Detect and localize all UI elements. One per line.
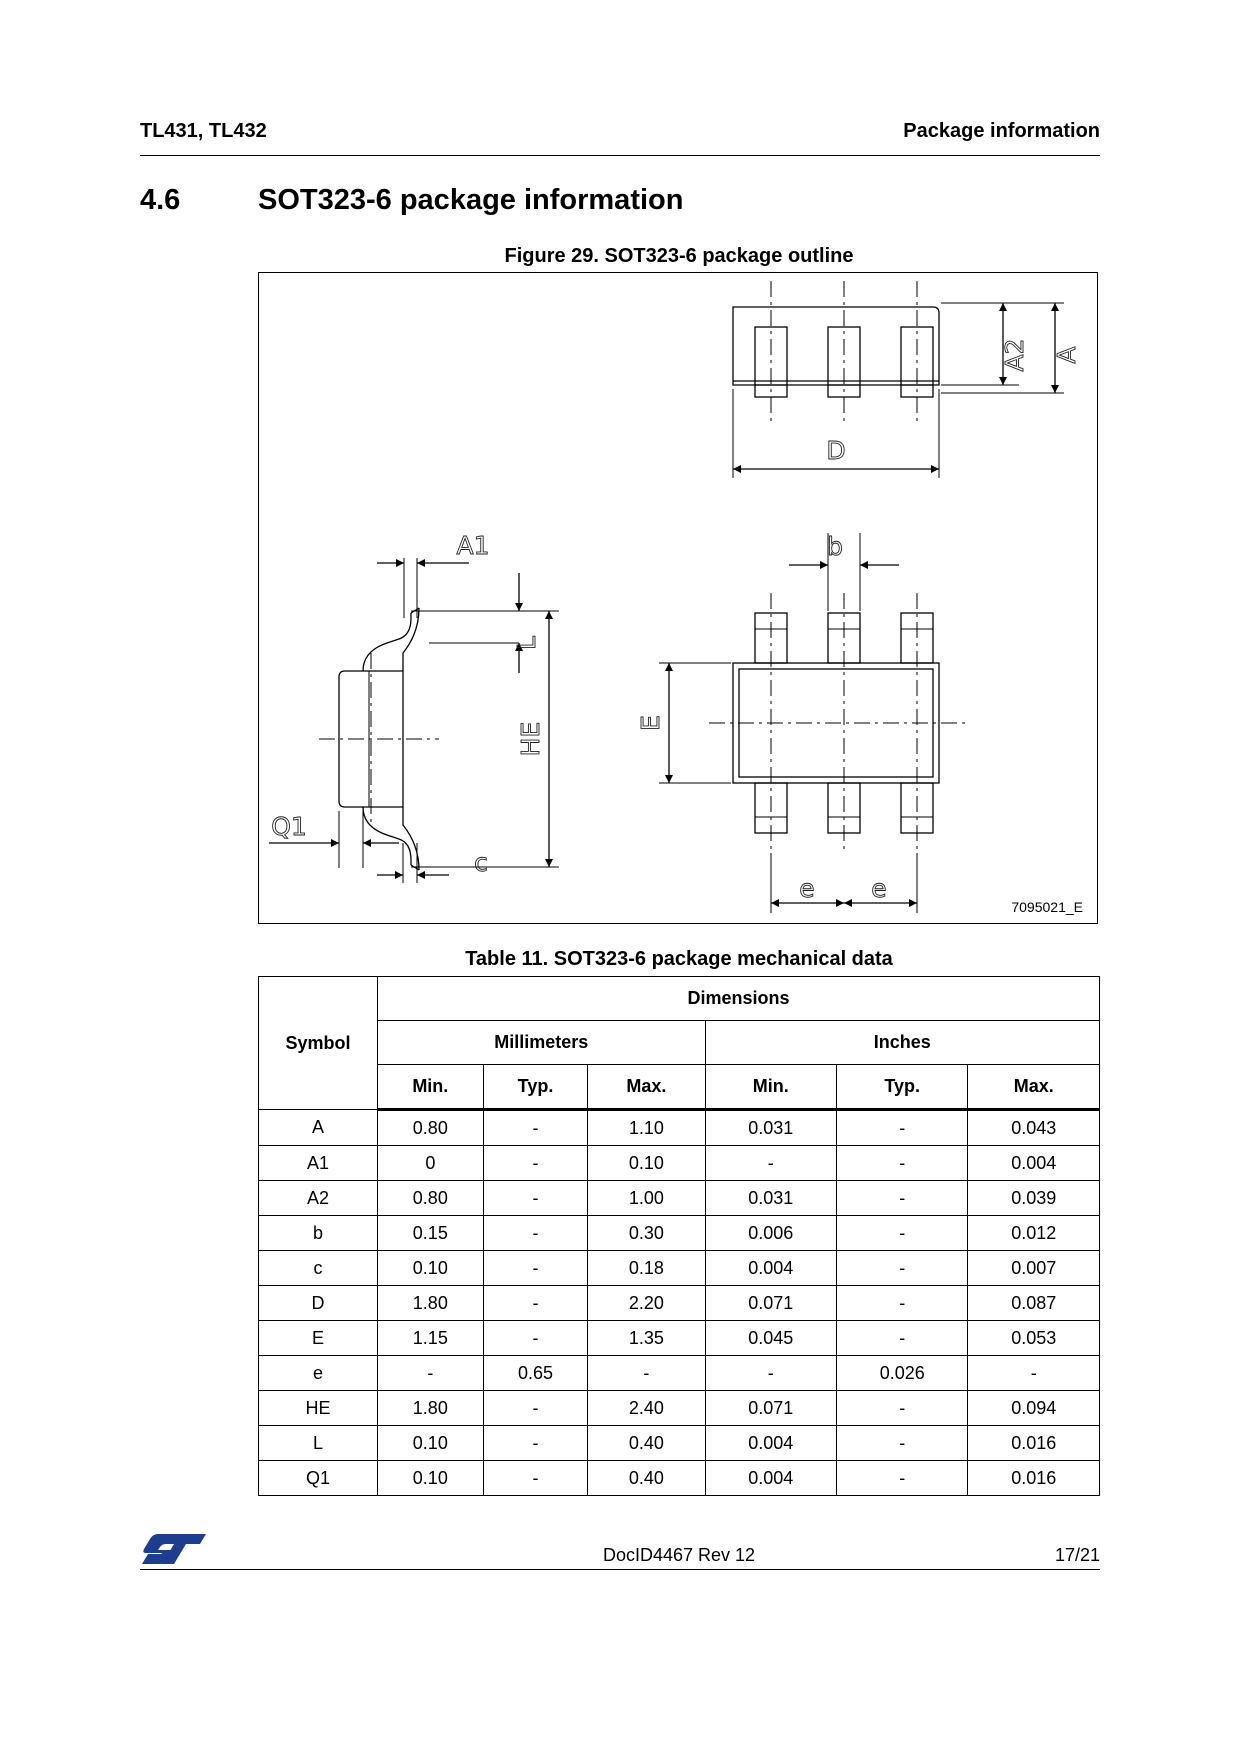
value-cell: -	[588, 1356, 705, 1391]
value-cell: -	[836, 1216, 967, 1251]
table-row	[259, 1110, 1100, 1146]
symbol-cell: e	[259, 1356, 378, 1391]
value-cell: 0.30	[588, 1216, 705, 1251]
table-row	[259, 1216, 1100, 1251]
value-cell: 0.004	[705, 1251, 836, 1286]
symbol-cell: c	[259, 1251, 378, 1286]
value-cell: -	[968, 1356, 1100, 1391]
value-cell: 0.007	[968, 1251, 1100, 1286]
value-cell: -	[836, 1146, 967, 1181]
value-cell: 1.35	[588, 1321, 705, 1356]
value-cell: 0.80	[378, 1181, 484, 1216]
package-outline-drawing	[259, 273, 1099, 925]
symbol-cell: D	[259, 1286, 378, 1321]
value-cell: -	[483, 1286, 588, 1321]
section-number: 4.6	[140, 184, 181, 216]
value-cell: 0.004	[705, 1426, 836, 1461]
value-cell: -	[836, 1321, 967, 1356]
symbol-cell: Q1	[259, 1461, 378, 1496]
value-cell: 1.10	[588, 1110, 705, 1146]
figure-id: 7095021_E	[1011, 899, 1083, 915]
value-cell: 1.15	[378, 1321, 484, 1356]
dim-label-L: L	[512, 636, 541, 650]
value-cell: -	[836, 1110, 967, 1146]
dim-label-HE: HE	[516, 721, 545, 757]
value-cell: 0.026	[836, 1356, 967, 1391]
value-cell: 0.004	[705, 1461, 836, 1496]
value-cell: 0.071	[705, 1391, 836, 1426]
table-row	[259, 1146, 1100, 1181]
value-cell: 0.016	[968, 1426, 1100, 1461]
value-cell: 0.65	[483, 1356, 588, 1391]
col-header-millimeters: Millimeters	[378, 1021, 706, 1065]
header-section-title: Package information	[903, 120, 1100, 142]
value-cell: 0.031	[705, 1110, 836, 1146]
value-cell: 0.016	[968, 1461, 1100, 1496]
value-cell: -	[705, 1356, 836, 1391]
dim-label-D: D	[826, 436, 846, 465]
value-cell: -	[483, 1321, 588, 1356]
mechanical-data-table	[258, 976, 1100, 1496]
value-cell: -	[836, 1251, 967, 1286]
value-cell: 0.031	[705, 1181, 836, 1216]
value-cell: 0.053	[968, 1321, 1100, 1356]
value-cell: 0.004	[968, 1146, 1100, 1181]
st-logo	[140, 1532, 208, 1566]
header-rule	[140, 155, 1100, 156]
value-cell: -	[836, 1286, 967, 1321]
value-cell: 0.10	[588, 1146, 705, 1181]
value-cell: 0.087	[968, 1286, 1100, 1321]
dim-label-e-left: e	[799, 874, 815, 903]
st-logo-mark	[142, 1534, 206, 1564]
value-cell: 0.039	[968, 1181, 1100, 1216]
dim-label-e-right: e	[871, 874, 887, 903]
dim-label-b: b	[827, 532, 843, 561]
value-cell: 0.045	[705, 1321, 836, 1356]
value-cell: -	[483, 1426, 588, 1461]
table-row	[259, 1391, 1100, 1426]
value-cell: -	[483, 1181, 588, 1216]
value-cell: 0.071	[705, 1286, 836, 1321]
figure-caption: Figure 29. SOT323-6 package outline	[504, 245, 854, 267]
symbol-cell: HE	[259, 1391, 378, 1426]
value-cell: 1.80	[378, 1286, 484, 1321]
col-header-symbol: Symbol	[259, 977, 378, 1110]
table-row	[259, 1181, 1100, 1216]
col-header-dimensions: Dimensions	[378, 977, 1100, 1021]
section-title: SOT323-6 package information	[258, 184, 684, 216]
table-row	[259, 1321, 1100, 1356]
symbol-cell: A1	[259, 1146, 378, 1181]
table-caption: Table 11. SOT323-6 package mechanical data	[465, 948, 893, 970]
footer-page-number: 17/21	[1054, 1545, 1100, 1565]
header-doc-title: TL431, TL432	[140, 120, 267, 142]
value-cell: 0.094	[968, 1391, 1100, 1426]
dim-label-E: E	[636, 715, 665, 731]
value-cell: -	[705, 1146, 836, 1181]
value-cell: 0.40	[588, 1461, 705, 1496]
col-header-in-min: Min.	[705, 1065, 836, 1110]
value-cell: 0	[378, 1146, 484, 1181]
col-header-in-max: Max.	[968, 1065, 1100, 1110]
dim-label-A: A	[1052, 346, 1081, 364]
table-row	[259, 1426, 1100, 1461]
value-cell: 0.80	[378, 1110, 484, 1146]
value-cell: -	[378, 1356, 484, 1391]
dim-label-c: c	[474, 848, 488, 877]
value-cell: -	[836, 1461, 967, 1496]
dim-label-Q1: Q1	[271, 812, 307, 841]
table-body	[259, 1110, 1100, 1496]
value-cell: -	[483, 1251, 588, 1286]
value-cell: 0.15	[378, 1216, 484, 1251]
value-cell: -	[483, 1461, 588, 1496]
table-row	[259, 1251, 1100, 1286]
value-cell: -	[483, 1391, 588, 1426]
table-row	[259, 1461, 1100, 1496]
symbol-cell: E	[259, 1321, 378, 1356]
package-outline-figure	[258, 272, 1098, 924]
col-header-in-typ: Typ.	[836, 1065, 967, 1110]
col-header-mm-max: Max.	[588, 1065, 705, 1110]
value-cell: 0.043	[968, 1110, 1100, 1146]
value-cell: 0.10	[378, 1426, 484, 1461]
value-cell: 1.80	[378, 1391, 484, 1426]
symbol-cell: L	[259, 1426, 378, 1461]
dim-label-A1: A1	[456, 531, 490, 560]
symbol-cell: A	[259, 1110, 378, 1146]
value-cell: -	[483, 1216, 588, 1251]
symbol-cell: b	[259, 1216, 378, 1251]
col-header-inches: Inches	[705, 1021, 1100, 1065]
table-row	[259, 1286, 1100, 1321]
value-cell: -	[836, 1426, 967, 1461]
value-cell: 1.00	[588, 1181, 705, 1216]
side-view-left	[269, 558, 559, 883]
value-cell: 2.20	[588, 1286, 705, 1321]
value-cell: 0.40	[588, 1426, 705, 1461]
value-cell: -	[836, 1181, 967, 1216]
value-cell: 0.10	[378, 1461, 484, 1496]
col-header-mm-min: Min.	[378, 1065, 484, 1110]
table-row	[259, 1356, 1100, 1391]
value-cell: 0.012	[968, 1216, 1100, 1251]
value-cell: -	[483, 1110, 588, 1146]
value-cell: 2.40	[588, 1391, 705, 1426]
value-cell: -	[836, 1391, 967, 1426]
symbol-cell: A2	[259, 1181, 378, 1216]
dim-label-A2: A2	[1000, 338, 1029, 372]
value-cell: 0.10	[378, 1251, 484, 1286]
value-cell: 0.006	[705, 1216, 836, 1251]
value-cell: 0.18	[588, 1251, 705, 1286]
footer-doc-id: DocID4467 Rev 12	[602, 1545, 756, 1565]
col-header-mm-typ: Typ.	[483, 1065, 588, 1110]
value-cell: -	[483, 1146, 588, 1181]
footer-rule	[140, 1569, 1100, 1570]
side-view-top	[733, 281, 1064, 478]
top-view	[659, 533, 969, 913]
